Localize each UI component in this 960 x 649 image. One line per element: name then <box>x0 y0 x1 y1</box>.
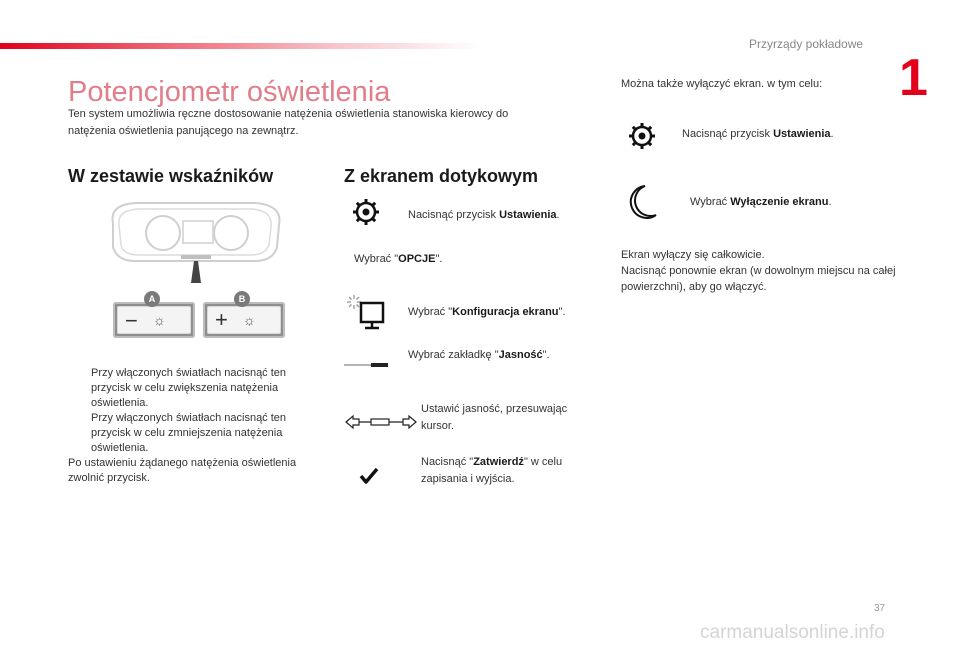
moon-icon <box>625 183 659 221</box>
intro-text: Ten system umożliwia ręczne dostosowanie natężenia oświetlenia stanowiska kierowcy do natężenia oświetlenia panującego na zewnątrz. <box>68 108 509 137</box>
step-settings: Nacisnąć przycisk Ustawienia. <box>408 209 560 221</box>
step-screen-config: Wybrać "Konfiguracja ekranu". <box>408 306 566 318</box>
brightness-up-button[interactable] <box>203 302 285 338</box>
badge-a: A <box>144 291 160 307</box>
left-bullets <box>68 366 328 486</box>
left-footer-text: Po ustawieniu żądanego natężenia oświetlenia zwolnić przycisk. <box>68 457 297 484</box>
page-number: 37 <box>874 603 886 614</box>
bullet-item: Przy włączonych światłach nacisnąć ten przycisk w celu zmniejszenia natężenia oświetlenia. <box>91 412 287 454</box>
badge-b: B <box>234 291 250 307</box>
settings-gear-icon <box>352 198 380 226</box>
right-text-block <box>621 247 901 295</box>
watermark: carmanualsonline.info <box>700 622 885 643</box>
section-label: Przyrządy pokładowe <box>749 37 864 51</box>
chapter-number: 1 <box>899 49 928 107</box>
display-brightness-icon <box>346 294 386 330</box>
right-text-line: Ekran wyłączy się całkowicie. <box>621 249 765 261</box>
right-text-line: Nacisnąć ponownie ekran (w dowolnym miejscu na całej powierzchni), aby go włączyć. <box>621 265 896 293</box>
right-step-settings: Nacisnąć przycisk Ustawienia. <box>682 128 834 140</box>
brightness-tab-icon <box>344 360 390 370</box>
sun-icon: ☼ <box>153 312 166 328</box>
step-confirm: Nacisnąć "Zatwierdź" w celu zapisania i wyjścia. <box>421 456 563 485</box>
header-accent-bar <box>0 43 480 49</box>
minus-sign: − <box>125 308 138 333</box>
settings-gear-icon <box>628 122 656 150</box>
step-adjust-slider: Ustawić jasność, przesuwając kursor. <box>421 403 568 432</box>
right-intro-text: Można także wyłączyć ekran. w tym celu: <box>621 78 823 90</box>
brightness-down-button[interactable] <box>113 302 195 338</box>
right-step-screen-off: Wybrać Wyłączenie ekranu. <box>690 196 832 208</box>
heading-instrument-cluster: W zestawie wskaźników <box>68 166 274 186</box>
checkmark-icon <box>359 467 379 485</box>
instrument-cluster-illustration <box>105 195 290 345</box>
step-brightness-tab: Wybrać zakładkę "Jasność". <box>408 349 550 361</box>
step-options: Wybrać "OPCJE". <box>354 253 443 265</box>
bullet-item: Przy włączonych światłach nacisnąć ten przycisk w celu zwiększenia natężenia oświetlenia. <box>91 367 287 409</box>
sun-icon: ☼ <box>243 312 256 328</box>
heading-touchscreen: Z ekranem dotykowym <box>344 166 539 186</box>
plus-sign: + <box>215 307 228 332</box>
page-title: Potencjometr oświetlenia <box>68 76 391 108</box>
